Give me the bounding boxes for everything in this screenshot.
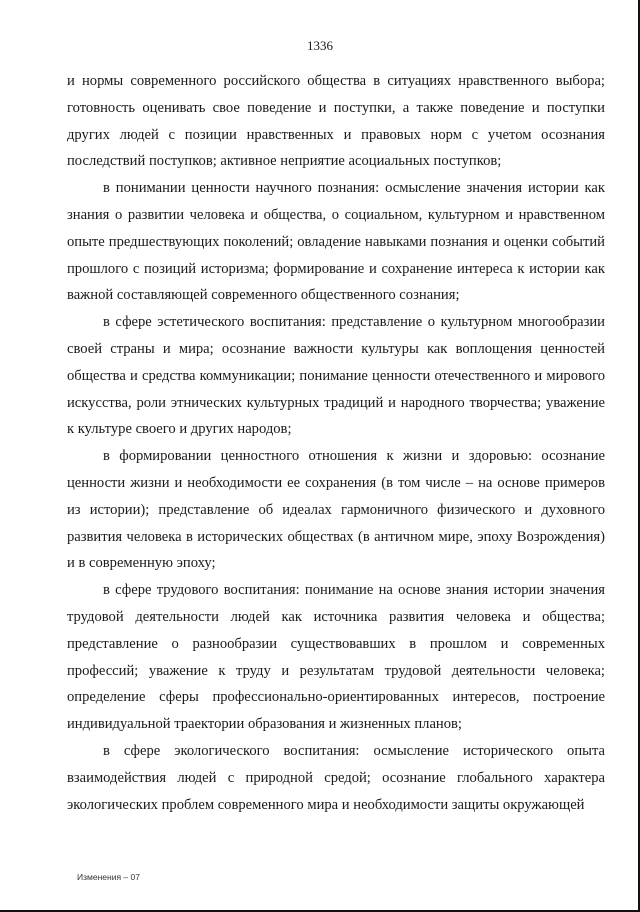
paragraph-labor-education: в сфере трудового воспитания: понимание на основе знания истории значения трудовой деятельности людей как источника развития человека и общества; представление о разнообразии существовавших в прошлом и современных профессий; уважение к труду и результатам трудовой деятельности человека; определение сферы профессионально-ориентированных интересов, построение индивидуальной траектории образования и жизненных планов; — [67, 582, 605, 733]
paragraph-continued-norms: и нормы современного российского общества в ситуациях нравственного выбора; готовность оценивать свое поведение и поступки, а также поведение и поступки других людей с позиции нравственных и правовых норм с учетом осознания последствий поступков; активное неприятие асоциальных поступков; — [67, 73, 605, 170]
paragraph-scientific-knowledge: в понимании ценности научного познания: осмысление значения истории как знания о развитии человека и общества, о социальном, культурном и нравственном опыте предшествующих поколений; овладение навыками познания и оценки событий прошлого с позиций историзма; формирование и сохранение интереса к истории как важной составляющей современного общественного сознания; — [67, 180, 605, 304]
paragraph-life-and-health: в формировании ценностного отношения к жизни и здоровью: осознание ценности жизни и необходимости ее сохранения (в том числе – на основе примеров из истории); представление об идеалах гармоничного физического и духовного развития человека в исторических обществах (в античном мире, эпоху Возрождения) и в современную эпоху; — [67, 448, 605, 572]
paragraph-aesthetic-education: в сфере эстетического воспитания: представление о культурном многообразии своей страны и мира; осознание важности культуры как воплощения ценностей общества и средства коммуникации; понимание ценности отечественного и мирового искусства, роли этнических культурных традиций и народного творчества; уважение к культуре своего и других народов; — [67, 314, 605, 438]
document-body — [67, 68, 605, 818]
page-number: 1336 — [307, 38, 333, 53]
revision-footer: Изменения – 07 — [77, 872, 140, 882]
paragraph-ecological-education: в сфере экологического воспитания: осмысление исторического опыта взаимодействия людей с природной средой; осознание глобального характера экологических проблем современного мира и необходимости защиты окружающей — [67, 742, 605, 813]
